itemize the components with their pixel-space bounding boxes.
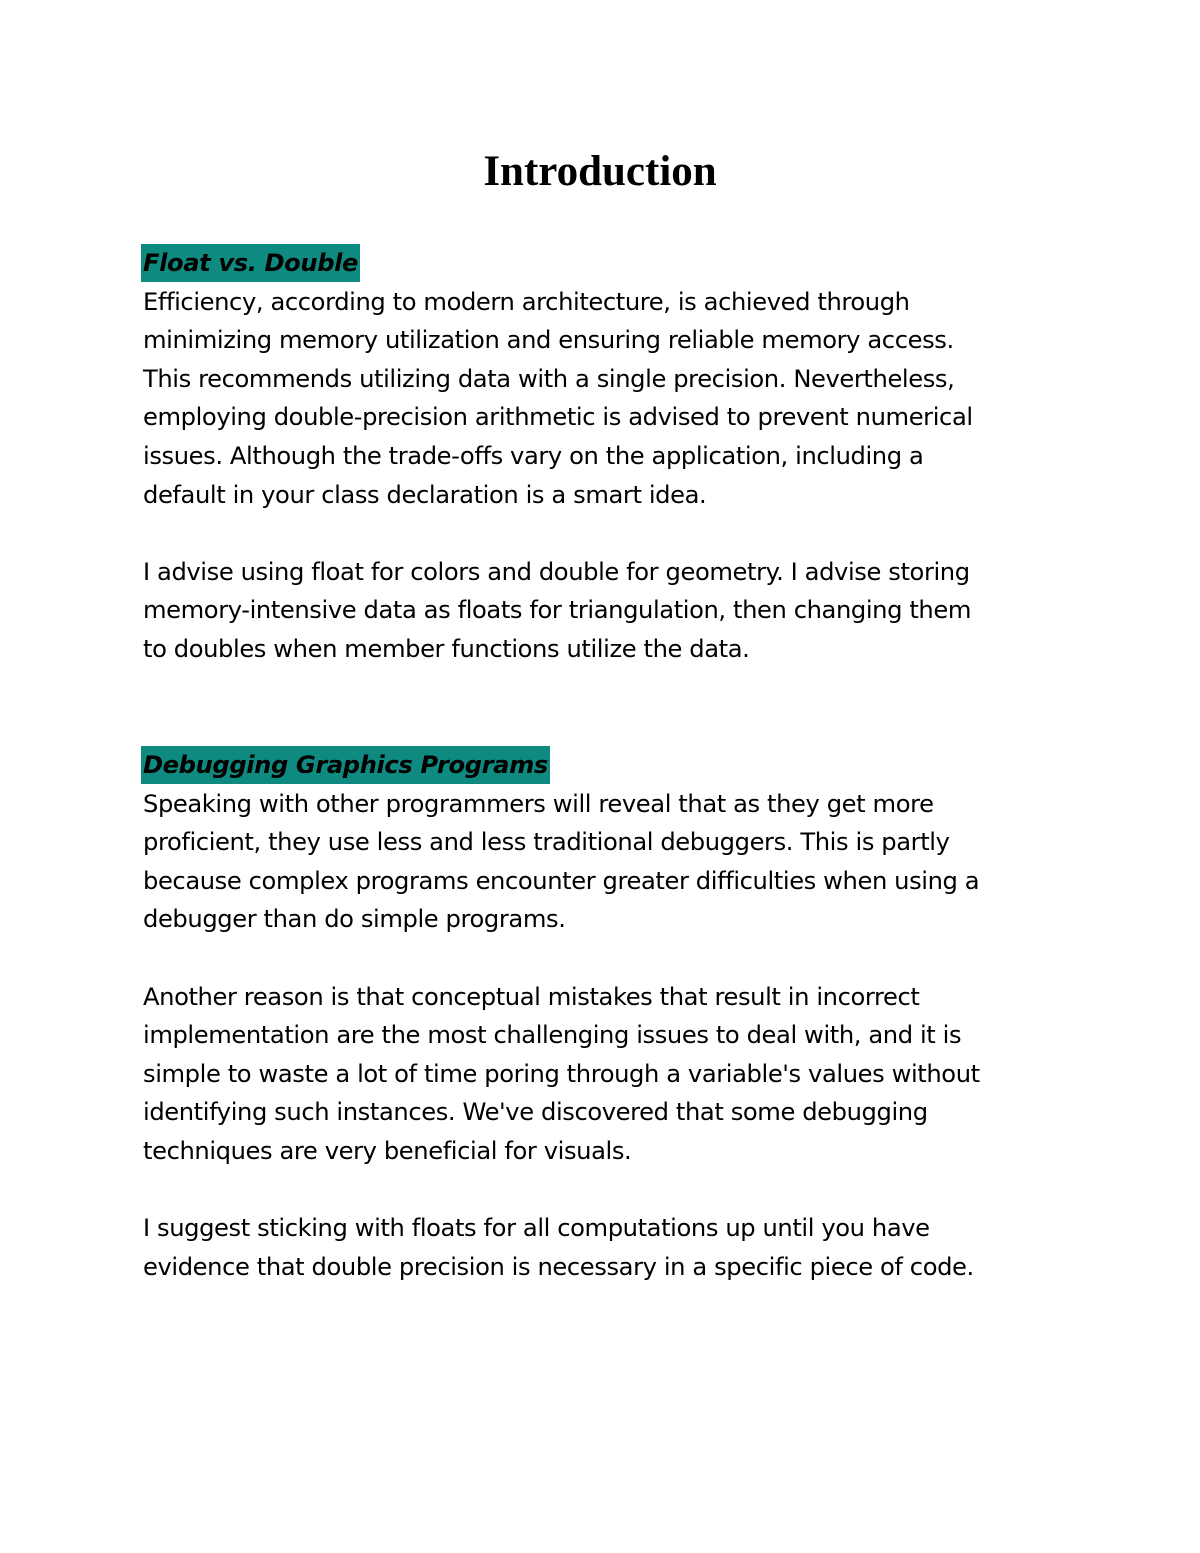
paragraph [143,785,1063,939]
text-line: employing double-precision arithmetic is advised to prevent numerical [143,403,973,432]
text-line: issues. Although the trade-offs vary on the application, including a [143,441,924,470]
text-line: simple to waste a lot of time poring through a variable's values without [143,1059,980,1088]
text-line: implementation are the most challenging issues to deal with, and it is [143,1021,962,1050]
paragraph-spacer [143,514,1063,553]
section-heading-debugging-graphics-programs: Debugging Graphics Programs [141,746,550,784]
paragraph [143,283,1063,515]
text-line: identifying such instances. We've discovered that some debugging [143,1098,928,1127]
text-line: memory-intensive data as floats for triangulation, then changing them [143,596,971,625]
text-line: This recommends utilizing data with a single precision. Nevertheless, [143,364,955,393]
text-line: evidence that double precision is necessary in a specific piece of code. [143,1252,974,1281]
text-line: debugger than do simple programs. [143,905,566,934]
page-title: Introduction [483,148,717,195]
text-line: to doubles when member functions utilize the data. [143,634,750,663]
document-body [143,244,1063,1286]
text-line: because complex programs encounter greater difficulties when using a [143,866,980,895]
paragraph [143,553,1063,669]
text-line: I advise using float for colors and double for geometry. I advise storing [143,557,970,586]
text-line: default in your class declaration is a smart idea. [143,480,707,509]
text-line: Speaking with other programmers will reveal that as they get more [143,789,934,818]
paragraph-spacer [143,939,1063,978]
section-heading-wrap [143,746,1063,785]
section-heading-float-vs-double: Float vs. Double [141,244,360,282]
section-heading-wrap [143,244,1063,283]
paragraph [143,1209,1063,1286]
text-line: Another reason is that conceptual mistakes that result in incorrect [143,982,920,1011]
text-line: techniques are very beneficial for visuals. [143,1137,632,1166]
text-line: Efficiency, according to modern architecture, is achieved through [143,287,910,316]
section-spacer [143,669,1063,746]
text-line: proficient, they use less and less traditional debuggers. This is partly [143,828,950,857]
paragraph-spacer [143,1171,1063,1210]
text-line: minimizing memory utilization and ensuring reliable memory access. [143,326,954,355]
text-line: I suggest sticking with floats for all computations up until you have [143,1214,930,1243]
paragraph [143,978,1063,1171]
